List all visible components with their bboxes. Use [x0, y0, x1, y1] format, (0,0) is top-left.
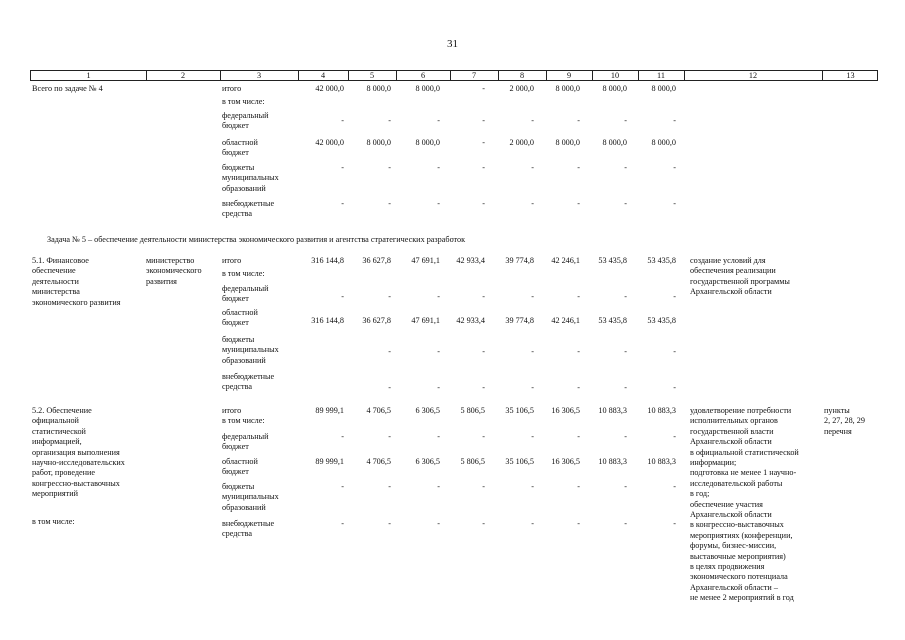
value-cell: 53 435,8	[647, 256, 676, 265]
item52-name: 5.2. Обеспечение	[32, 406, 92, 415]
header-cell: 1	[86, 71, 91, 80]
header-cell: 10	[610, 71, 620, 80]
value-cell: 53 435,8	[598, 316, 627, 325]
budget-source-label: бюджеты	[222, 163, 255, 172]
item51-name: 5.1. Финансовое	[32, 256, 89, 265]
value-cell: -	[673, 383, 676, 392]
header-cell: 13	[846, 71, 855, 80]
value-cell: -	[482, 138, 485, 147]
value-cell: -	[531, 519, 534, 528]
value-cell: 6 306,5	[415, 457, 440, 466]
value-cell: -	[482, 199, 485, 208]
budget-source-label: бюджет	[222, 318, 249, 328]
value-cell: 10 883,3	[647, 457, 676, 466]
value-cell: -	[341, 199, 344, 208]
item52-result: в конгрессно-выставочных	[690, 520, 784, 530]
value-cell: 8 000,0	[415, 84, 440, 93]
budget-source-label: муниципальных	[222, 345, 279, 355]
item52-result: мероприятиях (конференции,	[690, 530, 793, 540]
value-cell: -	[437, 432, 440, 441]
value-cell: -	[577, 383, 580, 392]
item52-result: в год;	[690, 489, 710, 499]
value-cell: 42 933,4	[456, 316, 485, 325]
budget-source-label: бюджет	[222, 148, 249, 158]
value-cell: -	[388, 432, 391, 441]
value-cell: -	[531, 199, 534, 208]
item52-result: подготовка не менее 1 научно-	[690, 468, 797, 478]
value-cell: -	[388, 199, 391, 208]
item52-reference: перечня	[824, 426, 852, 436]
value-cell: 8 000,0	[602, 84, 627, 93]
value-cell: -	[624, 199, 627, 208]
value-cell: -	[577, 482, 580, 491]
header-cell: 5	[369, 71, 375, 80]
task5-heading: Задача № 5 – обеспечение деятельности министерства экономического развития и агентства стратегических разработок	[47, 235, 466, 244]
budget-source-label: муниципальных	[222, 173, 279, 183]
value-cell: 53 435,8	[598, 256, 627, 265]
budget-source-label: областной	[222, 457, 258, 466]
budget-source-label: бюджет	[222, 442, 249, 452]
value-cell: 35 106,5	[505, 457, 534, 466]
value-cell: 10 883,3	[598, 457, 627, 466]
budget-source-label: федеральный	[222, 432, 269, 441]
value-cell: 42 000,0	[315, 84, 344, 93]
value-cell: -	[341, 163, 344, 172]
item52-name: организация выполнения	[32, 447, 120, 457]
value-cell: -	[482, 432, 485, 441]
value-cell: 89 999,1	[315, 457, 344, 466]
value-cell: -	[482, 116, 485, 125]
value-cell: 2 000,0	[509, 84, 534, 93]
item51-result: государственной программы	[690, 276, 790, 286]
value-cell: -	[388, 163, 391, 172]
item52-reference: 2, 27, 28, 29	[824, 416, 865, 426]
value-cell: 5 806,5	[460, 457, 485, 466]
item51-result: Архангельской области	[690, 287, 772, 297]
header-cell: 4	[320, 71, 326, 80]
value-cell: -	[673, 116, 676, 125]
budget-source-label: образований	[222, 502, 266, 512]
value-cell: -	[388, 116, 391, 125]
item52-name: мероприятий	[32, 489, 78, 499]
value-cell: -	[624, 292, 627, 301]
task4-total-label: Всего по задаче № 4	[32, 84, 103, 93]
item52-result: обеспечение участия	[690, 499, 763, 509]
item52-result: форумы, бизнес-миссии,	[690, 541, 777, 551]
value-cell: 8 000,0	[555, 138, 580, 147]
value-cell: -	[531, 432, 534, 441]
budget-source-label: бюджеты	[222, 482, 255, 491]
value-cell: -	[482, 84, 485, 93]
value-cell: -	[531, 482, 534, 491]
value-cell: -	[341, 519, 344, 528]
value-cell: -	[673, 482, 676, 491]
value-cell: -	[624, 116, 627, 125]
value-cell: -	[531, 347, 534, 356]
value-cell: 8 000,0	[366, 84, 391, 93]
value-cell: -	[482, 482, 485, 491]
value-cell: 2 000,0	[509, 138, 534, 147]
value-cell: 8 000,0	[366, 138, 391, 147]
item51-name: деятельности	[32, 276, 79, 286]
value-cell: -	[341, 482, 344, 491]
value-cell: 5 806,5	[460, 406, 485, 415]
item52-name: работ, проведение	[32, 468, 96, 478]
value-cell: -	[388, 347, 391, 356]
value-cell: -	[577, 163, 580, 172]
value-cell: -	[673, 519, 676, 528]
value-cell: -	[624, 432, 627, 441]
item51-name: обеспечение	[32, 266, 76, 276]
budget-source-label: внебюджетные	[222, 199, 275, 208]
item52-result: экономического потенциала	[690, 572, 788, 582]
budget-source-label: в том числе:	[222, 269, 265, 278]
budget-source-label: итого	[222, 406, 242, 415]
value-cell: 8 000,0	[651, 84, 676, 93]
header-cell: 3	[256, 71, 262, 80]
value-cell: -	[388, 383, 391, 392]
budget-source-label: бюджет	[222, 294, 249, 304]
item52-name: статистической	[32, 426, 86, 436]
value-cell: 16 306,5	[551, 457, 580, 466]
header-cell: 9	[566, 71, 572, 80]
item52-result: Архангельской области –	[690, 582, 778, 592]
budget-source-label: внебюджетные	[222, 372, 275, 381]
budget-source-label: бюджет	[222, 121, 249, 131]
value-cell: 316 144,8	[311, 316, 344, 325]
value-cell: -	[437, 116, 440, 125]
budget-source-label: внебюджетные	[222, 519, 275, 528]
value-cell: -	[577, 347, 580, 356]
item51-result: обеспечения реализации	[690, 266, 776, 276]
value-cell: -	[482, 383, 485, 392]
value-cell: -	[624, 347, 627, 356]
value-cell: 89 999,1	[315, 406, 344, 415]
value-cell: -	[531, 116, 534, 125]
value-cell: -	[673, 347, 676, 356]
item52-reference: пункты	[824, 406, 850, 415]
item52-name: научно-исследовательских	[32, 458, 125, 467]
item52-result: исполнительных органов	[690, 416, 778, 426]
value-cell: 8 000,0	[602, 138, 627, 147]
item52-result: не менее 2 мероприятий в год	[690, 593, 794, 603]
value-cell: -	[437, 347, 440, 356]
value-cell: 39 774,8	[505, 316, 534, 325]
item51-name: министерства	[32, 287, 80, 297]
item51-executor: экономического	[146, 266, 202, 276]
value-cell: -	[437, 199, 440, 208]
value-cell: 8 000,0	[651, 138, 676, 147]
header-cell: 11	[657, 71, 665, 80]
budget-source-label: в том числе:	[222, 97, 265, 106]
value-cell: 36 627,8	[362, 316, 391, 325]
value-cell: 10 883,3	[647, 406, 676, 415]
value-cell: -	[624, 519, 627, 528]
value-cell: -	[388, 482, 391, 491]
value-cell: -	[388, 519, 391, 528]
value-cell: -	[482, 292, 485, 301]
budget-source-label: бюджеты	[222, 335, 255, 344]
item52-result: государственной власти	[690, 426, 774, 436]
value-cell: 39 774,8	[505, 256, 534, 265]
item52-result: выставочные мероприятия)	[690, 551, 786, 561]
budget-source-label: федеральный	[222, 284, 269, 293]
budget-source-label: образований	[222, 355, 266, 365]
value-cell: 35 106,5	[505, 406, 534, 415]
value-cell: 4 706,5	[366, 406, 391, 415]
value-cell: 4 706,5	[366, 457, 391, 466]
value-cell: 42 246,1	[551, 316, 580, 325]
header-cell: 7	[471, 71, 477, 80]
budget-source-label: областной	[222, 138, 258, 147]
value-cell: -	[531, 163, 534, 172]
item51-executor: развития	[146, 276, 177, 286]
budget-source-label: бюджет	[222, 467, 249, 477]
budget-source-label: в том числе:	[222, 416, 265, 425]
value-cell: -	[624, 383, 627, 392]
item52-result: информации;	[690, 458, 737, 467]
value-cell: -	[437, 292, 440, 301]
budget-source-label: образований	[222, 183, 266, 193]
value-cell: -	[341, 432, 344, 441]
value-cell: 6 306,5	[415, 406, 440, 415]
item52-result: исследовательской работы	[690, 478, 783, 488]
value-cell: 8 000,0	[415, 138, 440, 147]
budget-source-label: средства	[222, 529, 253, 539]
budget-source-label: федеральный	[222, 111, 269, 120]
value-cell: -	[673, 432, 676, 441]
value-cell: -	[624, 482, 627, 491]
item52-result: Архангельской области	[690, 510, 772, 519]
value-cell: -	[388, 292, 391, 301]
value-cell: -	[577, 116, 580, 125]
value-cell: 53 435,8	[647, 316, 676, 325]
value-cell: -	[673, 163, 676, 172]
value-cell: -	[437, 163, 440, 172]
value-cell: 42 246,1	[551, 256, 580, 265]
value-cell: -	[673, 292, 676, 301]
header-cell: 8	[519, 71, 525, 80]
item51-result: создание условий для	[690, 256, 766, 265]
value-cell: -	[482, 347, 485, 356]
value-cell: 10 883,3	[598, 406, 627, 415]
item52-result: Архангельской области	[690, 437, 772, 447]
value-cell: -	[577, 199, 580, 208]
value-cell: -	[437, 519, 440, 528]
value-cell: -	[577, 432, 580, 441]
value-cell: 47 691,1	[411, 256, 440, 265]
value-cell: -	[624, 163, 627, 172]
item51-name: экономического развития	[32, 297, 121, 307]
value-cell: -	[531, 383, 534, 392]
value-cell: 36 627,8	[362, 256, 391, 265]
budget-source-label: средства	[222, 209, 253, 219]
item51-executor: министерство	[146, 256, 195, 265]
value-cell: -	[341, 116, 344, 125]
value-cell: -	[577, 519, 580, 528]
budget-source-label: муниципальных	[222, 492, 279, 502]
item52-incl-label: в том числе:	[32, 517, 75, 526]
header-cell: 12	[748, 71, 758, 80]
item52-name: конгрессно-выставочных	[32, 478, 120, 488]
header-cell: 6	[420, 71, 426, 80]
value-cell: 316 144,8	[311, 256, 344, 265]
item52-name: информацией,	[32, 437, 82, 447]
item52-result: удовлетворение потребности	[690, 406, 792, 415]
page-number: 31	[447, 38, 458, 50]
budget-source-label: итого	[222, 256, 242, 265]
value-cell: 16 306,5	[551, 406, 580, 415]
item52-result: в целях продвижения	[690, 562, 765, 571]
value-cell: -	[437, 383, 440, 392]
value-cell: 47 691,1	[411, 316, 440, 325]
value-cell: -	[673, 199, 676, 208]
header-cell: 2	[180, 71, 186, 80]
value-cell: -	[482, 163, 485, 172]
item52-result: в официальной статистической	[690, 447, 799, 457]
value-cell: 8 000,0	[555, 84, 580, 93]
value-cell: -	[341, 292, 344, 301]
budget-source-label: средства	[222, 382, 253, 392]
table-header-row	[30, 70, 878, 81]
value-cell: 42 000,0	[315, 138, 344, 147]
item52-name: официальной	[32, 416, 79, 426]
budget-source-label: областной	[222, 308, 258, 317]
value-cell: -	[437, 482, 440, 491]
budget-source-label: итого	[222, 84, 242, 93]
value-cell: -	[531, 292, 534, 301]
value-cell: 42 933,4	[456, 256, 485, 265]
value-cell: -	[577, 292, 580, 301]
value-cell: -	[482, 519, 485, 528]
